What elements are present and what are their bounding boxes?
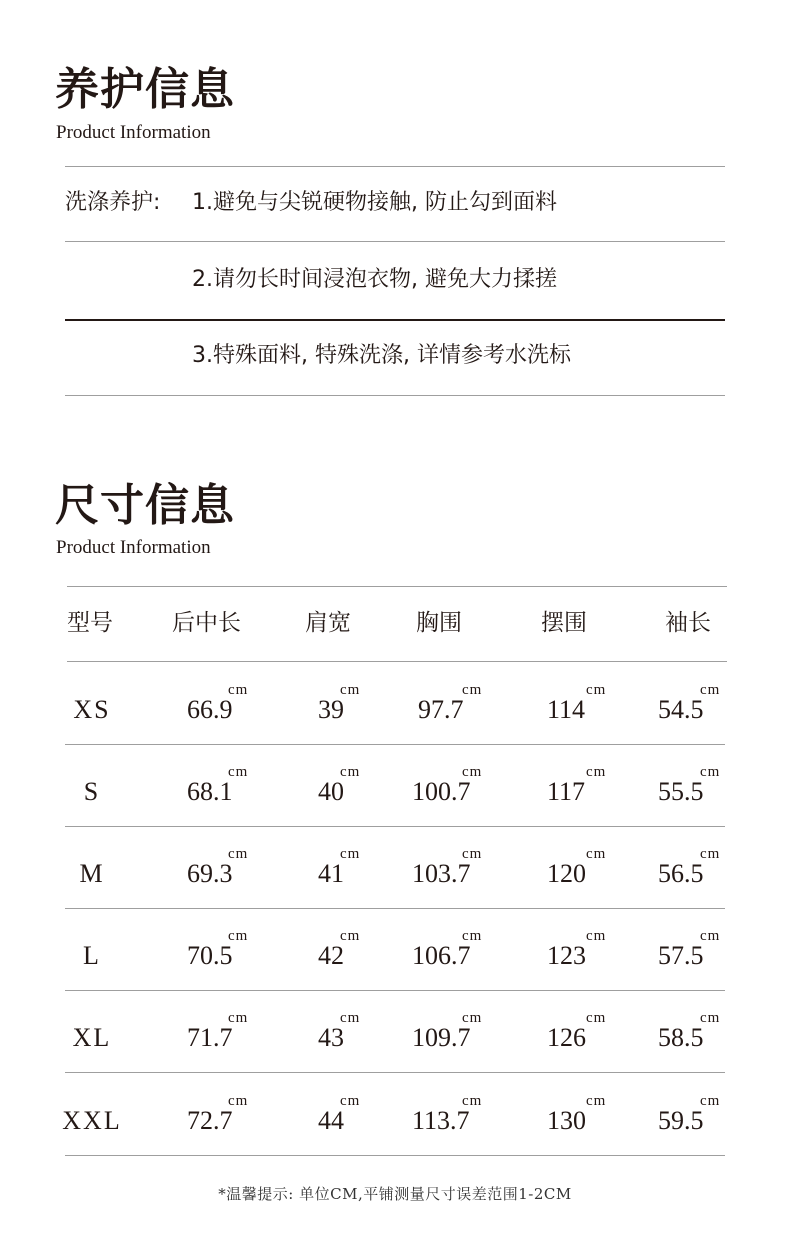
measurement-value: 113.7 (412, 1106, 470, 1135)
unit-label: cm (700, 1010, 721, 1026)
unit-label: cm (228, 682, 249, 698)
care-section-title: 养护信息 (55, 64, 235, 115)
unit-label: cm (586, 1010, 607, 1026)
unit-label: cm (228, 1093, 249, 1109)
table-row-divider (65, 1072, 725, 1073)
measurement-note: *温馨提示: 单位CM,平铺测量尺寸误差范围1-2CM (218, 1185, 572, 1203)
measurement-value: 103.7 (412, 859, 471, 888)
unit-label: cm (586, 846, 607, 862)
unit-label: cm (228, 928, 249, 944)
header-size: 型号 (67, 610, 113, 636)
care-divider-top (65, 166, 725, 167)
measurement-value: 109.7 (412, 1023, 471, 1052)
unit-label: cm (700, 682, 721, 698)
unit-label: cm (462, 846, 483, 862)
table-row-divider (65, 826, 725, 827)
measurement-value: 100.7 (412, 777, 471, 806)
measurement-value: 68.1 (187, 777, 233, 806)
measurement-value: 40 (318, 777, 344, 806)
table-row-divider (65, 744, 725, 745)
care-line-3: 3.特殊面料, 特殊洗涤, 详情参考水洗标 (192, 343, 571, 368)
measurement-value: 120 (547, 859, 586, 888)
measurement-value: 106.7 (412, 941, 471, 970)
size-section-title: 尺寸信息 (55, 480, 235, 531)
unit-label: cm (462, 764, 483, 780)
unit-label: cm (340, 682, 361, 698)
unit-label: cm (586, 928, 607, 944)
measurement-value: 39 (318, 695, 344, 724)
unit-label: cm (462, 1010, 483, 1026)
measurement-value: 71.7 (187, 1023, 233, 1052)
measurement-value: 97.7 (418, 695, 464, 724)
care-section-subtitle: Product Information (56, 122, 211, 143)
unit-label: cm (340, 846, 361, 862)
measurement-value: 58.5 (658, 1023, 704, 1052)
care-divider-1 (65, 241, 725, 242)
size-section-subtitle: Product Information (56, 537, 211, 558)
size-label: XXL (62, 1106, 122, 1135)
measurement-value: 117 (547, 777, 586, 806)
measurement-value: 123 (547, 941, 586, 970)
measurement-value: 56.5 (658, 859, 704, 888)
size-label: M (79, 859, 105, 888)
table-divider-header (67, 661, 727, 662)
measurement-value: 43 (318, 1023, 344, 1052)
unit-label: cm (700, 928, 721, 944)
unit-label: cm (586, 1093, 607, 1109)
care-line-2: 2.请勿长时间浸泡衣物, 避免大力揉搓 (192, 267, 557, 292)
header-sleeve: 袖长 (665, 610, 711, 636)
care-label: 洗涤养护: (65, 190, 161, 215)
unit-label: cm (700, 1093, 721, 1109)
unit-label: cm (228, 846, 249, 862)
measurement-value: 54.5 (658, 695, 704, 724)
unit-label: cm (462, 682, 483, 698)
unit-label: cm (340, 928, 361, 944)
table-divider-top (67, 586, 727, 587)
unit-label: cm (340, 764, 361, 780)
unit-label: cm (700, 846, 721, 862)
size-label: XS (73, 695, 111, 724)
table-row-divider (65, 908, 725, 909)
measurement-value: 70.5 (187, 941, 233, 970)
measurement-value: 59.5 (658, 1106, 704, 1135)
care-divider-bottom (65, 395, 725, 396)
measurement-value: 130 (547, 1106, 586, 1135)
unit-label: cm (462, 1093, 483, 1109)
size-label: S (83, 777, 101, 806)
measurement-value: 44 (318, 1106, 344, 1135)
measurement-value: 114 (547, 695, 586, 724)
unit-label: cm (228, 1010, 249, 1026)
measurement-value: 66.9 (187, 695, 233, 724)
measurement-value: 55.5 (658, 777, 704, 806)
table-row-divider (65, 1155, 725, 1156)
care-divider-2 (65, 319, 725, 321)
header-shoulder: 肩宽 (305, 610, 351, 636)
unit-label: cm (586, 764, 607, 780)
unit-label: cm (228, 764, 249, 780)
header-chest: 胸围 (416, 610, 462, 636)
care-line-1: 1.避免与尖锐硬物接触, 防止勾到面料 (192, 190, 557, 215)
measurement-value: 72.7 (187, 1106, 233, 1135)
unit-label: cm (340, 1010, 361, 1026)
measurement-value: 126 (547, 1023, 586, 1052)
unit-label: cm (462, 928, 483, 944)
unit-label: cm (700, 764, 721, 780)
size-label: L (83, 941, 101, 970)
header-back-length: 后中长 (172, 610, 241, 636)
table-row-divider (65, 990, 725, 991)
measurement-value: 41 (318, 859, 344, 888)
unit-label: cm (586, 682, 607, 698)
measurement-value: 57.5 (658, 941, 704, 970)
unit-label: cm (340, 1093, 361, 1109)
header-hem: 摆围 (541, 610, 587, 636)
measurement-value: 42 (318, 941, 344, 970)
size-label: XL (72, 1023, 112, 1052)
measurement-value: 69.3 (187, 859, 233, 888)
